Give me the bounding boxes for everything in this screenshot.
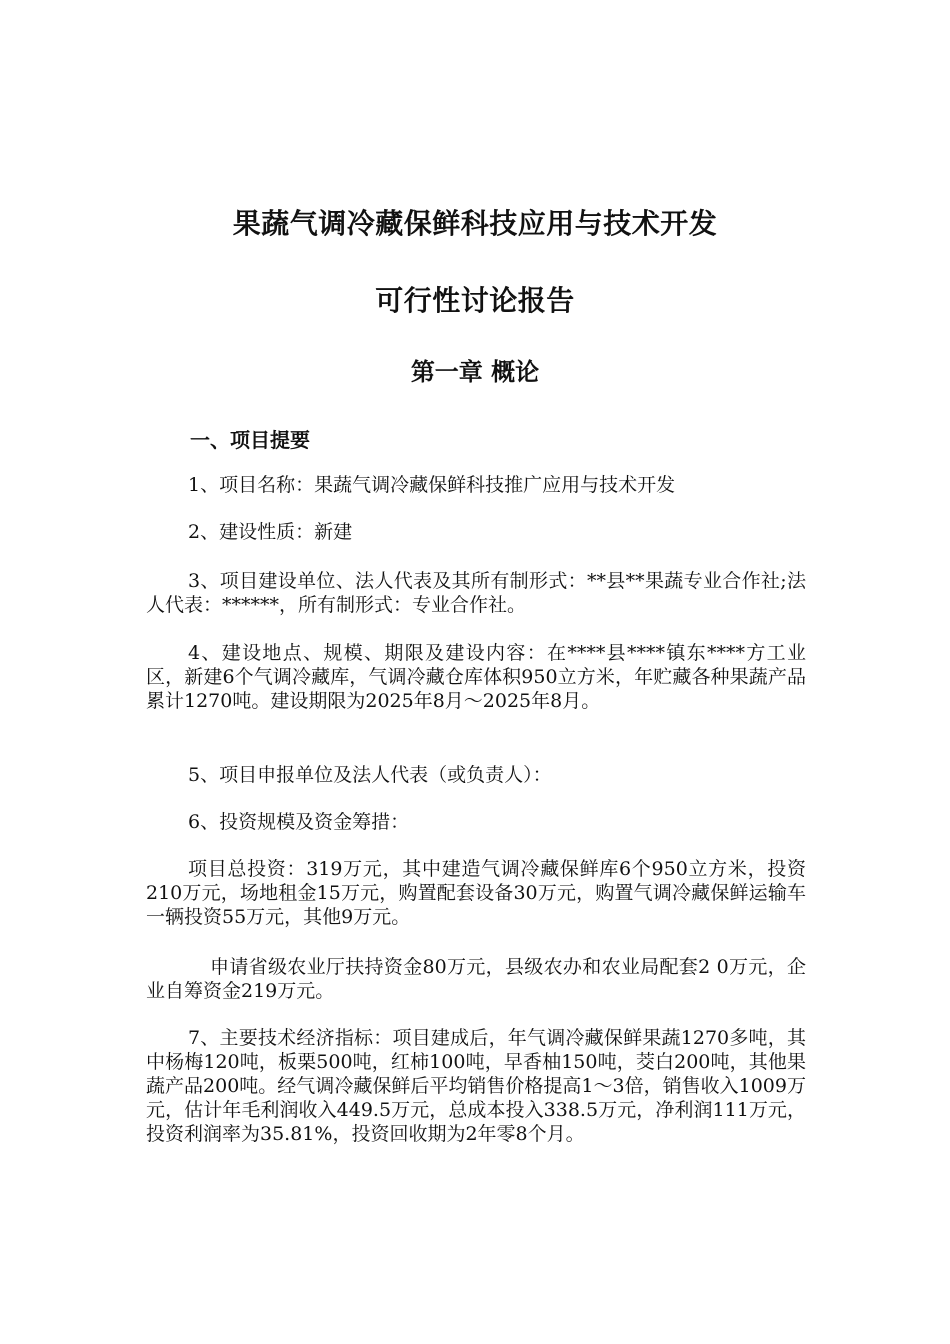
- chapter-title: 第一章 概论: [410, 358, 540, 386]
- paragraph-location-scale: 4、建设地点、规模、期限及建设内容：在****县****镇东****方工业区，新建6个气调冷藏库，气调冷藏仓库体积950立方米，年贮藏各种果蔬产品累计1270吨。建设期限为2025年8月～2025年8月。: [146, 642, 806, 712]
- document-title-line-2: 可行性讨论报告: [375, 284, 575, 317]
- paragraph-construction-unit: 3、项目建设单位、法人代表及其所有制形式：**县**果蔬专业合作社;法人代表：******，所有制形式：专业合作社。: [146, 570, 806, 616]
- paragraph-total-investment: 项目总投资：319万元，其中建造气调冷藏保鲜库6个950立方米，投资210万元，场地租金15万元，购置配套设备30万元，购置气调冷藏保鲜运输车一辆投资55万元，其他9万元。: [146, 858, 806, 928]
- paragraph-investment-heading: 6、投资规模及资金筹措：: [188, 811, 410, 833]
- paragraph-applicant: 5、项目申报单位及法人代表（或负责人）：: [188, 764, 552, 786]
- paragraph-funding-sources: 申请省级农业厅扶持资金80万元，县级农办和农业局配套2 0万元，企业自筹资金219万元。: [146, 956, 806, 1002]
- paragraph-economic-indicators: 7、主要技术经济指标：项目建成后，年气调冷藏保鲜果蔬1270多吨，其中杨梅120吨，板栗500吨，红柿100吨，早香柚150吨，茭白200吨，其他果蔬产品200吨。经气调冷藏保鲜后平均销售价格提高1～3倍，销售收入1009万元，估计年毛利润收入449.5万元，总成本投入338.5万元，净利润111万元，投资利润率为35.81%，投资回收期为2年零8个月。: [146, 1027, 806, 1145]
- document-title-line-1: 果蔬气调冷藏保鲜科技应用与技术开发: [232, 207, 718, 240]
- paragraph-construction-nature: 2、建设性质：新建: [188, 521, 353, 543]
- section-heading: 一、项目提要: [190, 428, 310, 452]
- paragraph-project-name: 1、项目名称：果蔬气调冷藏保鲜科技推广应用与技术开发: [188, 474, 676, 496]
